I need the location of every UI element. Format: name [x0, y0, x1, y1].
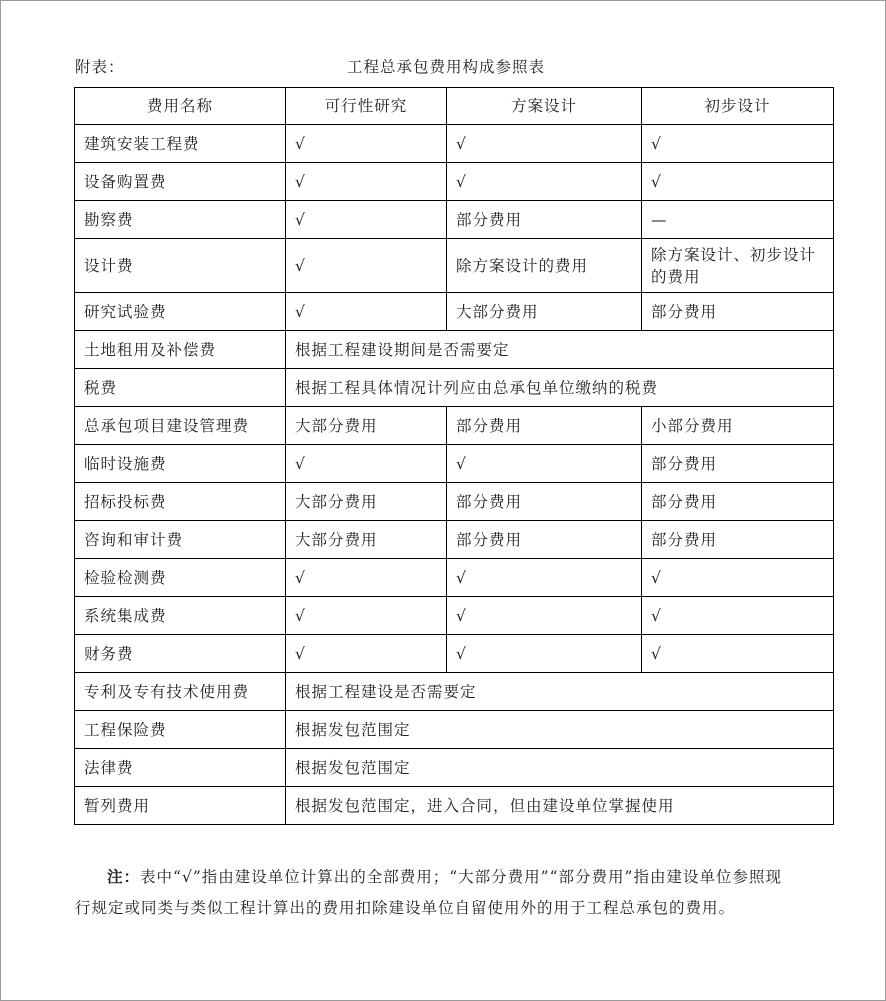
row-name: 财务费: [75, 635, 286, 673]
row-name: 暂列费用: [75, 787, 286, 825]
table-row: [75, 673, 834, 711]
table-cell: —: [642, 201, 834, 239]
table-cell: 部分费用: [642, 445, 834, 483]
table-title: 工程总承包费用构成参照表: [347, 58, 546, 76]
table-cell: 除方案设计的费用: [447, 239, 642, 293]
table-cell: √: [286, 125, 447, 163]
table-row: [75, 483, 834, 521]
table-row: [75, 749, 834, 787]
table-cell: 部分费用: [447, 483, 642, 521]
table-cell: 大部分费用: [286, 407, 447, 445]
column-header: 方案设计: [447, 88, 642, 125]
table-cell: √: [447, 559, 642, 597]
table-cell: √: [447, 445, 642, 483]
column-header: 可行性研究: [286, 88, 447, 125]
merged-cell: 根据发包范围定，进入合同，但由建设单位掌握使用: [286, 787, 834, 825]
table-cell: 部分费用: [642, 521, 834, 559]
row-name: 工程保险费: [75, 711, 286, 749]
table-row: [75, 239, 834, 293]
merged-cell: 根据工程建设期间是否需要定: [286, 331, 834, 369]
footnote-label: 注：: [107, 867, 141, 886]
header: [75, 55, 833, 79]
table-cell: √: [286, 445, 447, 483]
row-name: 设计费: [75, 239, 286, 293]
table-cell: √: [642, 125, 834, 163]
table-row: [75, 331, 834, 369]
table-cell: 大部分费用: [286, 521, 447, 559]
appendix-label: 附表：: [75, 58, 125, 76]
table-cell: √: [447, 125, 642, 163]
table-cell: 部分费用: [642, 293, 834, 331]
table-row: [75, 445, 834, 483]
table-cell: √: [286, 635, 447, 673]
table-row: [75, 711, 834, 749]
table-cell: 小部分费用: [642, 407, 834, 445]
table-cell: 大部分费用: [447, 293, 642, 331]
table-cell: √: [286, 201, 447, 239]
row-name: 咨询和审计费: [75, 521, 286, 559]
table-row: [75, 787, 834, 825]
row-name: 招标投标费: [75, 483, 286, 521]
table-row: [75, 407, 834, 445]
merged-cell: 根据工程具体情况计列应由总承包单位缴纳的税费: [286, 369, 834, 407]
table-cell: √: [286, 559, 447, 597]
table-cell: √: [286, 293, 447, 331]
table-cell: 部分费用: [447, 521, 642, 559]
row-name: 系统集成费: [75, 597, 286, 635]
row-name: 设备购置费: [75, 163, 286, 201]
row-name: 税费: [75, 369, 286, 407]
table-row: [75, 125, 834, 163]
row-name: 土地租用及补偿费: [75, 331, 286, 369]
table-cell: √: [447, 635, 642, 673]
table-cell: √: [286, 163, 447, 201]
table-cell: 除方案设计、初步设计的费用: [642, 239, 834, 293]
row-name: 检验检测费: [75, 559, 286, 597]
table-row: [75, 163, 834, 201]
table-row: [75, 293, 834, 331]
table-cell: √: [642, 559, 834, 597]
table-cell: 部分费用: [447, 201, 642, 239]
table-cell: 大部分费用: [286, 483, 447, 521]
table-row: [75, 597, 834, 635]
column-header: 费用名称: [75, 88, 286, 125]
row-name: 总承包项目建设管理费: [75, 407, 286, 445]
table-row: [75, 559, 834, 597]
table-cell: 部分费用: [642, 483, 834, 521]
table-header-row: [75, 88, 834, 125]
row-name: 法律费: [75, 749, 286, 787]
table-cell: √: [447, 163, 642, 201]
merged-cell: 根据发包范围定: [286, 749, 834, 787]
row-name: 勘察费: [75, 201, 286, 239]
row-name: 研究试验费: [75, 293, 286, 331]
table-row: [75, 521, 834, 559]
footnote-text: 表中“√”指由建设单位计算出的全部费用；“大部分费用”“部分费用”指由建设单位参照现行规定或同类与类似工程计算出的费用扣除建设单位自留使用外的用于工程总承包的费用。: [75, 868, 782, 917]
row-name: 建筑安装工程费: [75, 125, 286, 163]
cost-composition-table: [74, 87, 834, 825]
table-cell: 部分费用: [447, 407, 642, 445]
table-cell: √: [642, 597, 834, 635]
row-name: 专利及专有技术使用费: [75, 673, 286, 711]
table-cell: √: [642, 635, 834, 673]
column-header: 初步设计: [642, 88, 834, 125]
merged-cell: 根据发包范围定: [286, 711, 834, 749]
table-row: [75, 635, 834, 673]
table-cell: √: [642, 163, 834, 201]
table-cell: √: [447, 597, 642, 635]
table-row: [75, 201, 834, 239]
row-name: 临时设施费: [75, 445, 286, 483]
merged-cell: 根据工程建设是否需要定: [286, 673, 834, 711]
table-row: [75, 369, 834, 407]
table-cell: √: [286, 597, 447, 635]
footnote: [75, 861, 795, 924]
table-cell: √: [286, 239, 447, 293]
